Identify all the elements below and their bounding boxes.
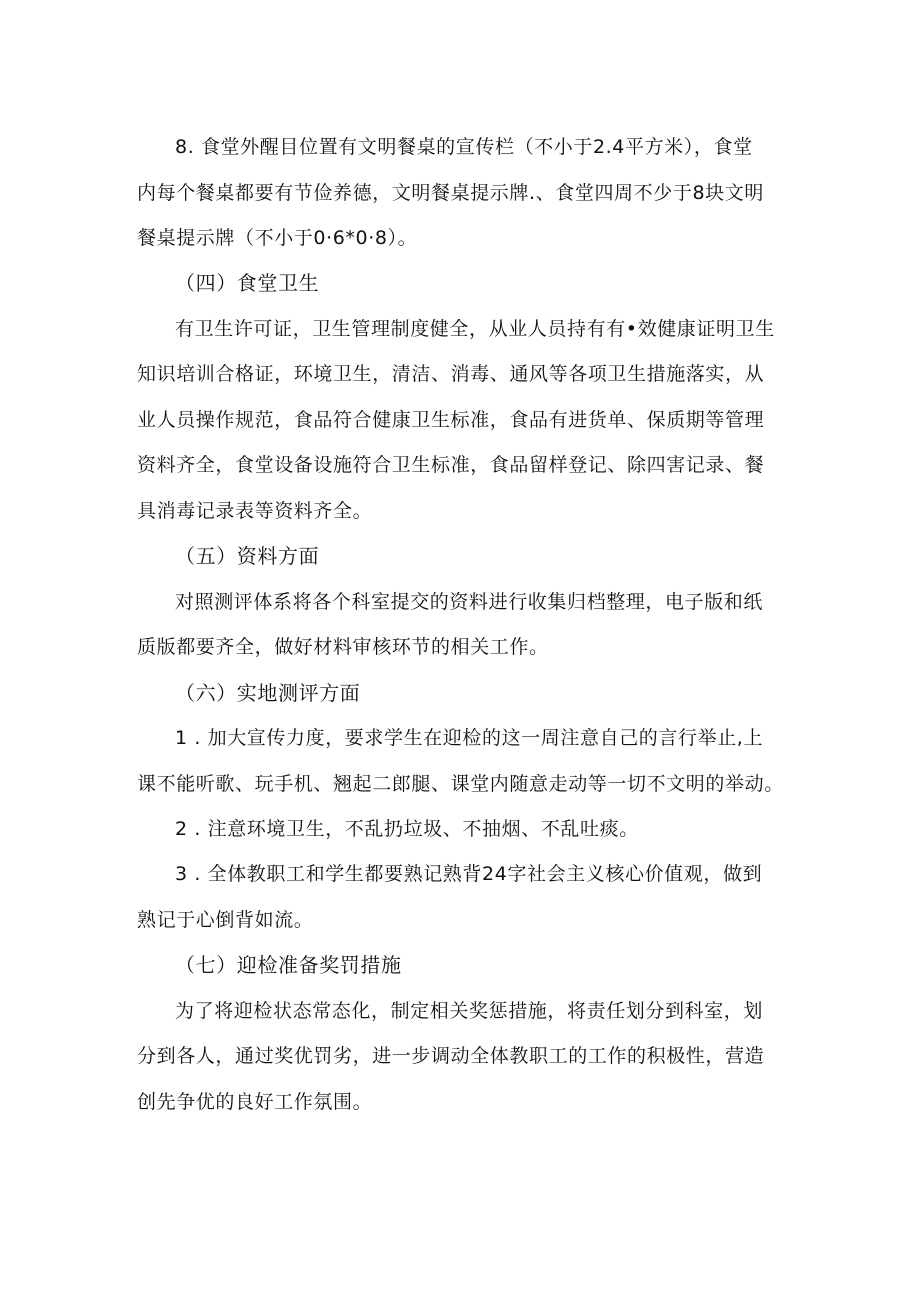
paragraph-line: 1 . 加大宣传力度，要求学生在迎检的这一周注意自己的言行举止,上: [175, 727, 764, 749]
paragraph-line: 创先争优的良好工作氛围。: [137, 1091, 373, 1113]
section-heading-canteen-hygiene: （四）食堂卫生: [175, 271, 320, 295]
section-heading-rewards-penalties: （七）迎检准备奖罚措施: [175, 953, 402, 977]
paragraph-line: 知识培训合格证，环境卫生，清洁、消毒、通风等各项卫生措施落实，从: [137, 363, 765, 385]
paragraph-line: 分到各人，通过奖优罚劣，进一步调动全体教职工的工作的积极性，营造: [137, 1045, 765, 1067]
paragraph-line: 餐桌提示牌（不小于0·6*0·8）。: [137, 227, 418, 249]
paragraph-line: 8. 食堂外醒目位置有文明餐桌的宣传栏（不小于2.4平方米），食堂: [175, 136, 753, 158]
paragraph-line: 3 . 全体教职工和学生都要熟记熟背24字社会主义核心价值观，做到: [175, 863, 763, 885]
paragraph-line: 课不能听歌、玩手机、翘起二郎腿、课堂内随意走动等一切不文明的举动。: [137, 773, 784, 795]
paragraph-line: 有卫生许可证，卫生管理制度健全，从业人员持有有•效健康证明卫生: [175, 318, 775, 340]
paragraph-line: 内每个餐桌都要有节俭养德，文明餐桌提示牌.、食堂四周不少于8块文明: [137, 182, 764, 204]
section-heading-materials: （五）资料方面: [175, 544, 320, 568]
paragraph-line: 为了将迎检状态常态化，制定相关奖惩措施，将责任划分到科室，划: [175, 1000, 764, 1022]
section-heading-field-evaluation: （六）实地测评方面: [175, 681, 361, 705]
paragraph-line: 熟记于心倒背如流。: [137, 909, 314, 931]
paragraph-line: 2 . 注意环境卫生，不乱扔垃圾、不抽烟、不乱吐痰。: [175, 818, 639, 840]
paragraph-line: 对照测评体系将各个科室提交的资料进行收集归档整理，电子版和纸: [175, 591, 764, 613]
paragraph-line: 具消毒记录表等资料齐全。: [137, 500, 373, 522]
paragraph-line: 质版都要齐全，做好材料审核环节的相关工作。: [137, 636, 549, 658]
paragraph-line: 业人员操作规范，食品符合健康卫生标准，食品有进货单、保质期等管理: [137, 409, 765, 431]
paragraph-line: 资料齐全，食堂设备设施符合卫生标准，食品留样登记、除四害记录、餐: [137, 454, 765, 476]
